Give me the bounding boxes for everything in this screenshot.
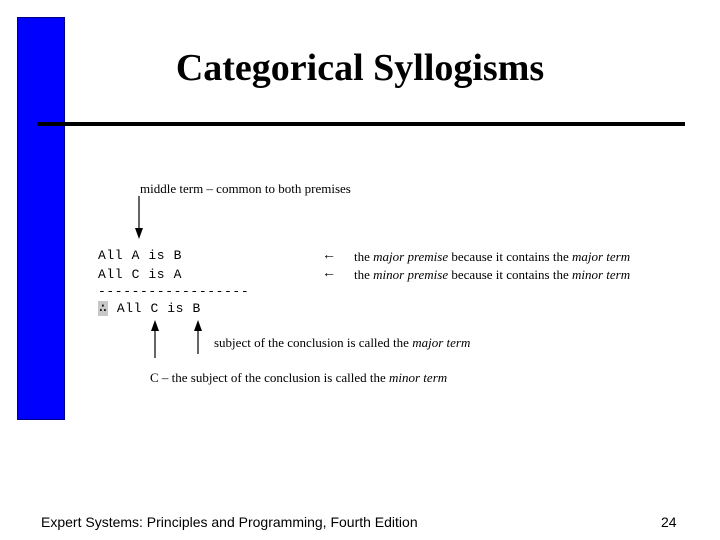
conclusion-text: All C is B [116,301,201,316]
minor-premise-note: the minor premise because it contains the minor term [354,267,631,282]
middle-term-arrow [135,196,143,239]
footer-text: Expert Systems: Principles and Programming, Fourth Edition [41,514,418,530]
major-term-note: subject of the conclusion is called the major term [214,335,471,350]
major-term-arrow [194,320,202,354]
minor-term-arrow [151,320,159,358]
page-number: 24 [661,514,677,530]
minor-term-note: C – the subject of the conclusion is called the minor term [150,370,448,385]
slide-title: Categorical Syllogisms [175,47,545,89]
major-arrow-symbol: ← [322,248,336,263]
conclusion-divider: ------------------ [98,284,250,299]
therefore-symbol: ∴ [99,301,108,316]
conclusion-line [98,301,201,316]
minor-arrow-symbol: ← [322,266,336,281]
major-premise-note: the major premise because it contains the major term [354,249,631,264]
minor-premise-line: All C is A [98,267,183,282]
middle-term-label: middle term – common to both premises [140,181,351,196]
major-premise-line: All A is B [98,248,183,263]
